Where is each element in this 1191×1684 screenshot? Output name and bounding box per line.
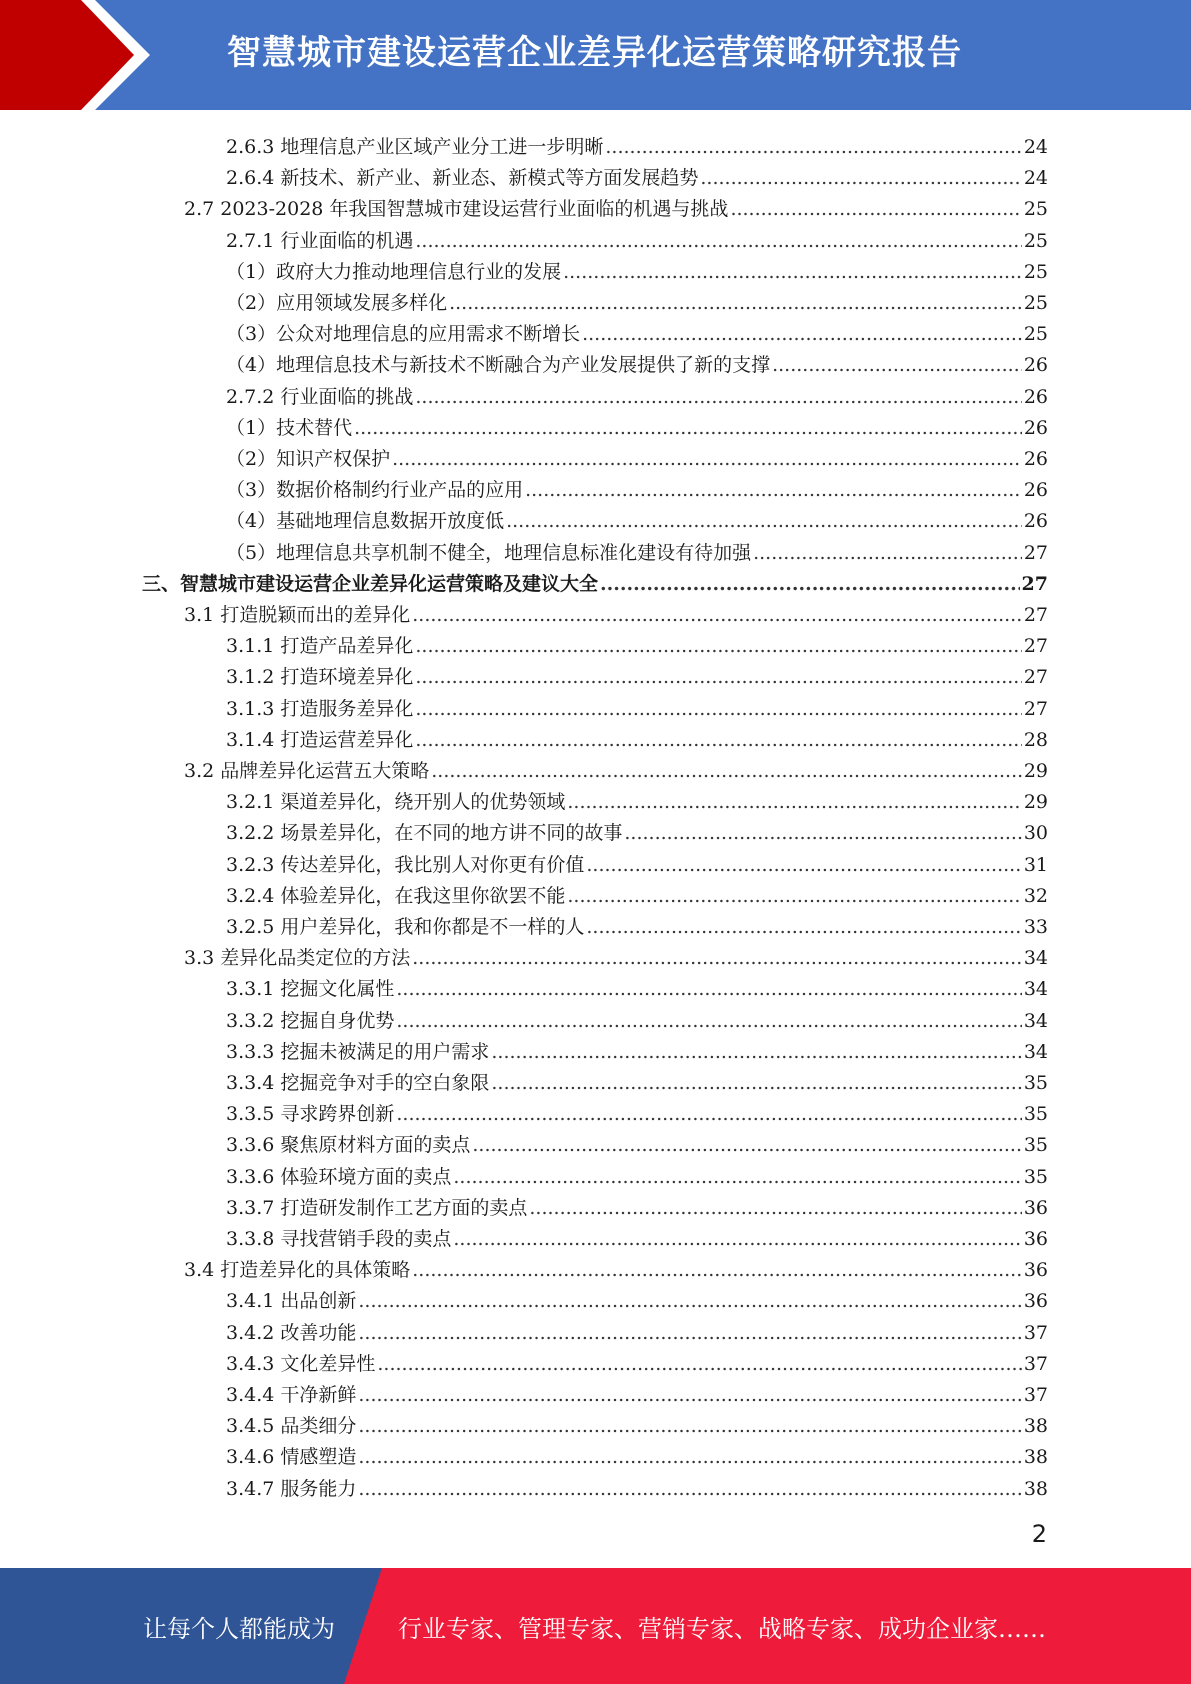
toc-entry-page: 35: [1023, 1072, 1048, 1094]
toc-entry-title: 3.3.1 挖掘文化属性: [226, 978, 395, 1001]
toc-leader-dots: [567, 790, 1021, 814]
toc-entry[interactable]: [226, 1064, 1048, 1095]
toc-entry[interactable]: [226, 814, 1048, 845]
toc-leader-dots: [563, 260, 1022, 284]
toc-entry-title: 2.7 2023-2028 年我国智慧城市建设运营行业面临的机遇与挑战: [184, 198, 729, 221]
toc-entry-title: （1）政府大力推动地理信息行业的发展: [226, 260, 562, 283]
toc-entry-page: 25: [1023, 292, 1048, 314]
toc-leader-dots: [358, 1414, 1021, 1438]
page-footer: [0, 1568, 1191, 1684]
toc-entry-title: 3.3 差异化品类定位的方法: [184, 947, 411, 970]
toc-entry[interactable]: [226, 253, 1048, 284]
toc-entry-title: 3.1.4 打造运营差异化: [226, 728, 414, 751]
toc-leader-dots: [431, 759, 1022, 783]
toc-entry-page: 26: [1023, 416, 1048, 439]
toc-leader-dots: [586, 915, 1021, 939]
toc-entry-title: 3.4.4 干净新鲜: [226, 1384, 357, 1406]
toc-entry-title: （5）地理信息共享机制不健全，地理信息标准化建设有待加强: [226, 541, 752, 564]
toc-entry-page: 30: [1023, 822, 1048, 845]
toc-leader-dots: [392, 447, 1022, 471]
toc-entry[interactable]: [226, 409, 1048, 440]
toc-entry-page: 36: [1023, 1290, 1048, 1313]
toc-leader-dots: [412, 946, 1022, 970]
toc-entry-title: 3.1 打造脱颖而出的差异化: [184, 604, 411, 626]
toc-entry-page: 25: [1023, 229, 1048, 252]
toc-leader-dots: [700, 166, 1021, 190]
toc-leader-dots: [358, 1289, 1021, 1313]
toc-entry-title: 3.2.4 体验差异化，在我这里你欲罢不能: [226, 884, 566, 907]
toc-entry-page: 37: [1023, 1384, 1048, 1406]
toc-entry-title: 3.3.5 寻求跨界创新: [226, 1103, 395, 1126]
toc-entry-page: 29: [1023, 760, 1048, 782]
toc-leader-dots: [449, 291, 1022, 315]
toc-leader-dots: [453, 1165, 1021, 1189]
page-header: [0, 0, 1191, 110]
toc-entry-title: 3.2 品牌差异化运营五大策略: [184, 760, 430, 782]
toc-entry[interactable]: [226, 534, 1048, 565]
toc-entry[interactable]: [226, 1158, 1048, 1189]
toc-entry[interactable]: [226, 128, 1048, 159]
toc-leader-dots: [412, 603, 1022, 627]
toc-entry-title: 3.1.1 打造产品差异化: [226, 635, 414, 658]
toc-entry[interactable]: [226, 721, 1048, 752]
toc-entry-page: 38: [1023, 1415, 1048, 1438]
toc-entry-page: 36: [1023, 1196, 1048, 1219]
toc-entry-page: 34: [1023, 947, 1048, 970]
toc-entry-title: 2.6.3 地理信息产业区域产业分工进一步明晰: [226, 136, 604, 158]
toc-entry[interactable]: [226, 846, 1048, 877]
toc-entry-title: 3.3.7 打造研发制作工艺方面的卖点: [226, 1196, 528, 1219]
toc-entry-title: （1）技术替代: [226, 416, 353, 439]
toc-entry-page: 32: [1023, 884, 1048, 907]
toc-leader-dots: [753, 541, 1022, 565]
toc-entry-title: 3.2.1 渠道差异化，绕开别人的优势领域: [226, 791, 566, 814]
toc-leader-dots: [472, 1133, 1021, 1157]
toc-leader-dots: [415, 634, 1021, 658]
toc-leader-dots: [412, 1258, 1022, 1282]
toc-entry-page: 38: [1023, 1477, 1048, 1500]
toc-entry[interactable]: [226, 1033, 1048, 1064]
toc-entry[interactable]: [226, 1345, 1048, 1376]
toc-entry-title: 3.3.6 聚焦原材料方面的卖点: [226, 1134, 471, 1157]
toc-entry-page: 35: [1023, 1103, 1048, 1126]
toc-entry-title: 三、智慧城市建设运营企业差异化运营策略及建议大全: [142, 572, 599, 595]
toc-entry-page: 27: [1023, 541, 1048, 564]
toc-entry-page: 35: [1023, 1134, 1048, 1157]
toc-entry[interactable]: [226, 378, 1048, 409]
toc-entry-title: 3.1.3 打造服务差异化: [226, 697, 414, 720]
toc-entry-page: 27: [1023, 697, 1048, 720]
toc-leader-dots: [415, 728, 1021, 752]
toc-entry-page: 25: [1023, 323, 1048, 346]
toc-leader-dots: [529, 1196, 1021, 1220]
toc-entry-title: 3.4.7 服务能力: [226, 1477, 357, 1500]
toc-leader-dots: [396, 1102, 1021, 1126]
toc-entry[interactable]: [226, 970, 1048, 1001]
toc-leader-dots: [491, 1071, 1021, 1095]
page-number: 2: [1031, 1520, 1047, 1548]
toc-entry[interactable]: [226, 1282, 1048, 1313]
toc-entry-page: 34: [1023, 1040, 1048, 1063]
toc-entry[interactable]: [226, 440, 1048, 471]
toc-leader-dots: [525, 478, 1022, 502]
toc-entry-page: 37: [1023, 1321, 1048, 1344]
toc-entry[interactable]: [226, 471, 1048, 502]
toc-entry-title: 3.3.8 寻找营销手段的卖点: [226, 1228, 452, 1250]
footer-slogan-right: 行业专家、管理专家、营销专家、战略专家、成功企业家……: [398, 1615, 1046, 1643]
toc-entry-title: 2.7.1 行业面临的机遇: [226, 229, 414, 252]
toc-entry-title: 3.4.5 品类细分: [226, 1415, 357, 1438]
toc-entry-title: （4）基础地理信息数据开放度低: [226, 510, 505, 533]
toc-entry-page: 26: [1023, 448, 1048, 470]
toc-entry-title: 3.2.3 传达差异化，我比别人对你更有价值: [226, 853, 585, 876]
toc-entry[interactable]: [226, 1314, 1048, 1345]
toc-leader-dots: [582, 322, 1022, 346]
toc-entry[interactable]: [226, 783, 1048, 814]
toc-entry-page: 27: [1023, 604, 1048, 626]
toc-entry[interactable]: [226, 1002, 1048, 1033]
toc-entry-page: 27: [1023, 666, 1048, 689]
toc-leader-dots: [415, 697, 1021, 721]
toc-entry[interactable]: [226, 315, 1048, 346]
header-chevron-arrow: [0, 0, 134, 110]
toc-entry-page: 35: [1023, 1165, 1048, 1188]
toc-leader-dots: [772, 353, 1022, 377]
toc-entry-page: 26: [1023, 479, 1048, 502]
toc-entry[interactable]: [226, 877, 1048, 908]
toc-entry[interactable]: [184, 1251, 1048, 1282]
toc-entry-page: 26: [1023, 385, 1048, 408]
toc-leader-dots: [586, 853, 1021, 877]
toc-entry-title: 2.6.4 新技术、新产业、新业态、新模式等方面发展趋势: [226, 167, 699, 190]
toc-entry[interactable]: [226, 1126, 1048, 1157]
toc-entry[interactable]: [226, 908, 1048, 939]
toc-entry[interactable]: [226, 1095, 1048, 1126]
toc-entry-title: 3.1.2 打造环境差异化: [226, 666, 414, 689]
toc-entry-page: 37: [1023, 1352, 1048, 1375]
toc-leader-dots: [506, 509, 1022, 533]
toc-entry[interactable]: [184, 939, 1048, 970]
toc-leader-dots: [624, 821, 1021, 845]
toc-entry-title: 3.3.4 挖掘竞争对手的空白象限: [226, 1072, 490, 1094]
toc-leader-dots: [358, 1321, 1021, 1345]
toc-leader-dots: [415, 229, 1021, 253]
toc-leader-dots: [600, 572, 1020, 596]
toc-entry[interactable]: [226, 1438, 1048, 1469]
toc-entry-page: 26: [1023, 354, 1048, 377]
toc-entry[interactable]: [184, 752, 1048, 783]
toc-leader-dots: [358, 1383, 1021, 1407]
toc-entry-page: 24: [1023, 136, 1048, 158]
toc-entry[interactable]: [226, 284, 1048, 315]
toc-entry-page: 36: [1023, 1259, 1048, 1282]
toc-entry-page: 26: [1023, 510, 1048, 533]
toc-entry[interactable]: [226, 1407, 1048, 1438]
toc-entry-title: （2）应用领域发展多样化: [226, 292, 448, 314]
toc-entry-title: （2）知识产权保护: [226, 448, 391, 470]
toc-entry-title: 2.7.2 行业面临的挑战: [226, 385, 414, 408]
toc-entry-page: 31: [1023, 853, 1048, 876]
toc-entry[interactable]: [184, 596, 1048, 627]
toc-entry[interactable]: [226, 1220, 1048, 1251]
footer-slogan-left: 让每个人都能成为: [143, 1615, 335, 1643]
toc-entry-title: （4）地理信息技术与新技术不断融合为产业发展提供了新的支撑: [226, 354, 771, 377]
toc-entry[interactable]: [226, 222, 1048, 253]
toc-leader-dots: [605, 135, 1021, 159]
toc-entry[interactable]: [226, 159, 1048, 190]
toc-entry[interactable]: [184, 190, 1048, 221]
toc-entry-page: 25: [1023, 260, 1048, 283]
toc-leader-dots: [358, 1477, 1021, 1501]
toc-entry-title: 3.2.2 场景差异化，在不同的地方讲不同的故事: [226, 822, 623, 845]
toc-leader-dots: [396, 977, 1021, 1001]
toc-leader-dots: [415, 385, 1021, 409]
toc-leader-dots: [491, 1040, 1021, 1064]
toc-entry-title: 3.2.5 用户差异化，我和你都是不一样的人: [226, 916, 585, 938]
toc-entry[interactable]: [226, 346, 1048, 377]
toc-leader-dots: [730, 197, 1021, 221]
toc-entry-page: 24: [1023, 167, 1048, 190]
toc-entry-title: 3.3.6 体验环境方面的卖点: [226, 1165, 452, 1188]
toc-entry-page: 27: [1023, 635, 1048, 658]
toc-leader-dots: [358, 1445, 1021, 1469]
toc-entry[interactable]: [226, 502, 1048, 533]
toc-entry[interactable]: [226, 1189, 1048, 1220]
toc-leader-dots: [415, 665, 1021, 689]
toc-entry-title: 3.4.1 出品创新: [226, 1290, 357, 1313]
toc-entry-title: 3.3.3 挖掘未被满足的用户需求: [226, 1040, 490, 1063]
toc-entry-page: 34: [1023, 978, 1048, 1001]
toc-entry[interactable]: [226, 1376, 1048, 1407]
toc-entry-title: 3.4.3 文化差异性: [226, 1352, 376, 1375]
toc-entry-page: 25: [1023, 198, 1048, 221]
toc-entry[interactable]: [226, 690, 1048, 721]
toc-entry-title: （3）公众对地理信息的应用需求不断增长: [226, 323, 581, 346]
toc-entry-page: 38: [1023, 1446, 1048, 1469]
toc-entry[interactable]: [142, 565, 1048, 596]
toc-leader-dots: [396, 1009, 1021, 1033]
toc-entry-page: 28: [1023, 728, 1048, 751]
toc-entry-title: 3.4.2 改善功能: [226, 1321, 357, 1344]
toc-leader-dots: [377, 1352, 1021, 1376]
toc-entry[interactable]: [226, 1470, 1048, 1501]
toc-entry-title: 3.4 打造差异化的具体策略: [184, 1259, 411, 1282]
toc-entry-page: 33: [1023, 916, 1048, 938]
toc-entry-page: 29: [1023, 791, 1048, 814]
report-title: 智慧城市建设运营企业差异化运营策略研究报告: [227, 33, 962, 73]
toc-entry[interactable]: [226, 627, 1048, 658]
toc-entry-title: 3.3.2 挖掘自身优势: [226, 1009, 395, 1032]
toc-entry-page: 27: [1021, 572, 1048, 595]
toc-entry-page: 36: [1023, 1228, 1048, 1250]
toc-leader-dots: [354, 416, 1022, 440]
toc-leader-dots: [453, 1227, 1021, 1251]
toc-entry-title: 3.4.6 情感塑造: [226, 1446, 357, 1469]
toc-entry-title: （3）数据价格制约行业产品的应用: [226, 479, 524, 502]
toc-entry[interactable]: [226, 658, 1048, 689]
toc-leader-dots: [567, 884, 1021, 908]
toc-entry-page: 34: [1023, 1009, 1048, 1032]
